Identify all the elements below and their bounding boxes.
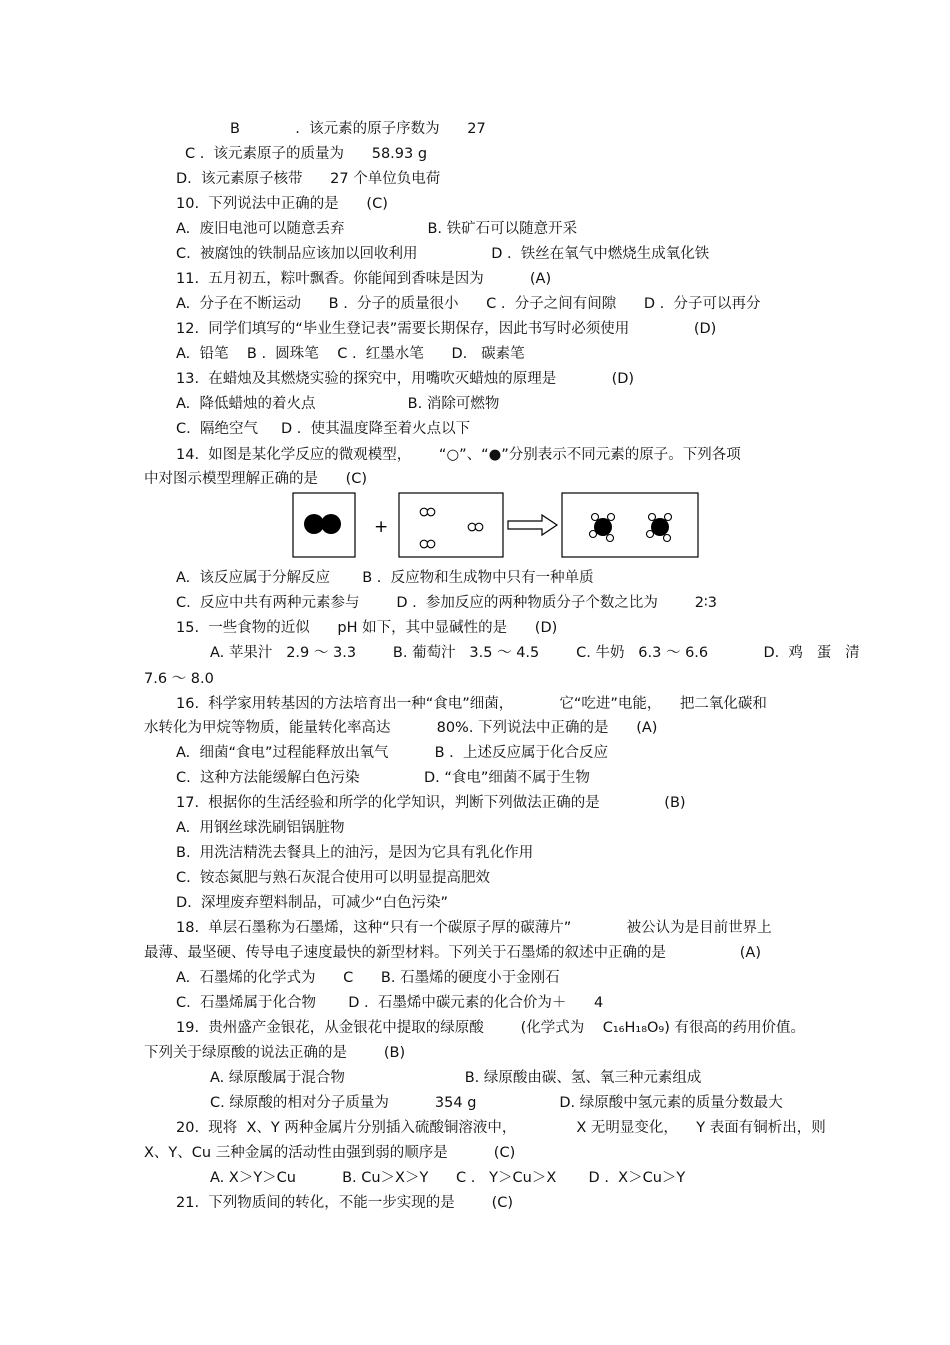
q15-stem: 15. 一些食物的近似 pH 如下，其中显碱性的是 (D) [176,620,558,636]
q17-option-a: A. 用钢丝球洗刷铝锅脏物 [176,820,345,836]
q12-stem: 12. 同学们填写的“毕业生登记表”需要长期保存，因此书写时必须使用 (D) [176,321,717,337]
q10-options-ab: A. 废旧电池可以随意丢弃 B. 铁矿石可以随意开采 [176,221,578,237]
reaction-micro-model-diagram [292,492,700,560]
q19-options-cd: C. 绿原酸的相对分子质量为 354 g D. 绿原酸中氢元素的质量分数最大 [210,1095,783,1111]
q20-stem-line2: X、Y、Cu 三种金属的活动性由强到弱的顺序是 (C) [144,1145,516,1161]
q14-options-cd: C. 反应中共有两种元素参与 D . 参加反应的两种物质分子个数之比为 2∶3 [176,595,718,611]
light-atom [427,508,435,516]
light-atom [649,514,656,521]
q21-stem: 21. 下列物质间的转化，不能一步实现的是 (C) [176,1195,514,1211]
q15-options: A. 苹果汁 2.9 ～ 3.3 B. 葡萄汁 3.5 ～ 4.5 C. 牛奶 6.3 ～ 6.6 D. 鸡 蛋 清 [210,645,860,661]
light-atom [608,514,615,521]
light-atom [607,535,614,542]
q18-stem-line1: 18. 单层石墨称为石墨烯，这种“只有一个碳原子厚的碳薄片” 被公认为是目前世界上 [176,920,772,936]
q19-options-ab: A. 绿原酸属于混合物 B. 绿原酸由碳、氢、氧三种元素组成 [210,1070,702,1086]
light-atom [664,535,671,542]
q14-stem-line2: 中对图示模型理解正确的是 (C) [144,471,368,487]
q17-option-b: B. 用洗洁精洗去餐具上的油污，是因为它具有乳化作用 [176,845,534,861]
q14-stem-line1: 14. 如图是某化学反应的微观模型， “○”、“●”分别表示不同元素的原子。下列各项 [176,447,741,463]
q16-options-cd: C. 这种方法能缓解白色污染 D. “食电”细菌不属于生物 [176,770,590,786]
q16-stem-line2: 水转化为甲烷等物质，能量转化率高达 80%. 下列说法中正确的是 (A) [144,720,658,736]
reaction-diagram-svg [292,492,700,560]
q9-option-b: B . 该元素的原子序数为 27 [230,121,486,137]
q10-options-cd: C. 被腐蚀的铁制品应该加以回收利用 D . 铁丝在氧气中燃烧生成氧化铁 [176,246,710,262]
q11-options: A. 分子在不断运动 B . 分子的质量很小 C . 分子之间有间隙 D . 分子可以再分 [176,296,761,312]
light-atom [590,531,597,538]
q19-stem-line2: 下列关于绿原酸的说法正确的是 (B) [144,1045,406,1061]
light-atom [647,531,654,538]
q11-stem: 11. 五月初五，粽叶飘香。你能闻到香味是因为 (A) [176,271,552,287]
plus-sign: + [374,517,389,537]
q9-option-d: D. 该元素原子核带 27 个单位负电荷 [176,171,441,187]
q15-options-continued: 7.6 ～ 8.0 [144,671,214,687]
q10-stem: 10. 下列说法中正确的是 (C) [176,196,388,212]
light-atom [665,514,672,521]
q16-options-ab: A. 细菌“食电”过程能释放出氧气 B . 上述反应属于化合反应 [176,745,608,761]
light-atom [592,514,599,521]
q14-options-ab: A. 该反应属于分解反应 B . 反应物和生成物中只有一种单质 [176,570,594,586]
q13-options-ab: A. 降低蜡烛的着火点 B. 消除可燃物 [176,396,500,412]
light-atom [475,523,483,531]
q9-option-c: C . 该元素原子的质量为 58.93 g [185,146,428,162]
q17-stem: 17. 根据你的生活经验和所学的化学知识，判断下列做法正确的是 (B) [176,795,686,811]
q13-stem: 13. 在蜡烛及其燃烧实验的探究中，用嘴吹灭蜡烛的原理是 (D) [176,371,635,387]
reactant-b-box [399,493,503,557]
reaction-arrow-icon [508,515,557,535]
q18-options-cd: C. 石墨烯属于化合物 D . 石墨烯中碳元素的化合价为＋ 4 [176,995,604,1011]
q19-stem-line1: 19. 贵州盛产金银花，从金银花中提取的绿原酸 (化学式为 C₁₆H₁₈O₉) 有很高的药用价值。 [176,1020,806,1036]
q18-stem-line2: 最薄、最坚硬、传导电子速度最快的新型材料。下列关于石墨烯的叙述中正确的是 (A) [144,945,761,961]
q17-option-c: C. 铵态氮肥与熟石灰混合使用可以明显提高肥效 [176,870,490,886]
q20-stem-line1: 20. 现将 X、Y 两种金属片分别插入硫酸铜溶液中， X 无明显变化， Y 表面有铜析出，则 [176,1120,826,1136]
q16-stem-line1: 16. 科学家用转基因的方法培育出一种“食电”细菌， 它“吃进”电能， 把二氧化碳和 [176,696,767,712]
q18-options-ab: A. 石墨烯的化学式为 C B. 石墨烯的硬度小于金刚石 [176,970,560,986]
q13-options-cd: C. 隔绝空气 D . 使其温度降至着火点以下 [176,421,471,437]
q12-options: A. 铅笔 B . 圆珠笔 C . 红墨水笔 D. 碳素笔 [176,346,525,362]
product-box [562,493,698,557]
q17-option-d: D. 深埋废弃塑料制品，可减少“白色污染” [176,895,449,911]
q20-options: A. X＞Y＞Cu B. Cu＞X＞Y C . Y＞Cu＞X D . X＞Cu＞Y [210,1170,686,1186]
dark-atom [321,514,341,534]
light-atom [427,540,435,548]
